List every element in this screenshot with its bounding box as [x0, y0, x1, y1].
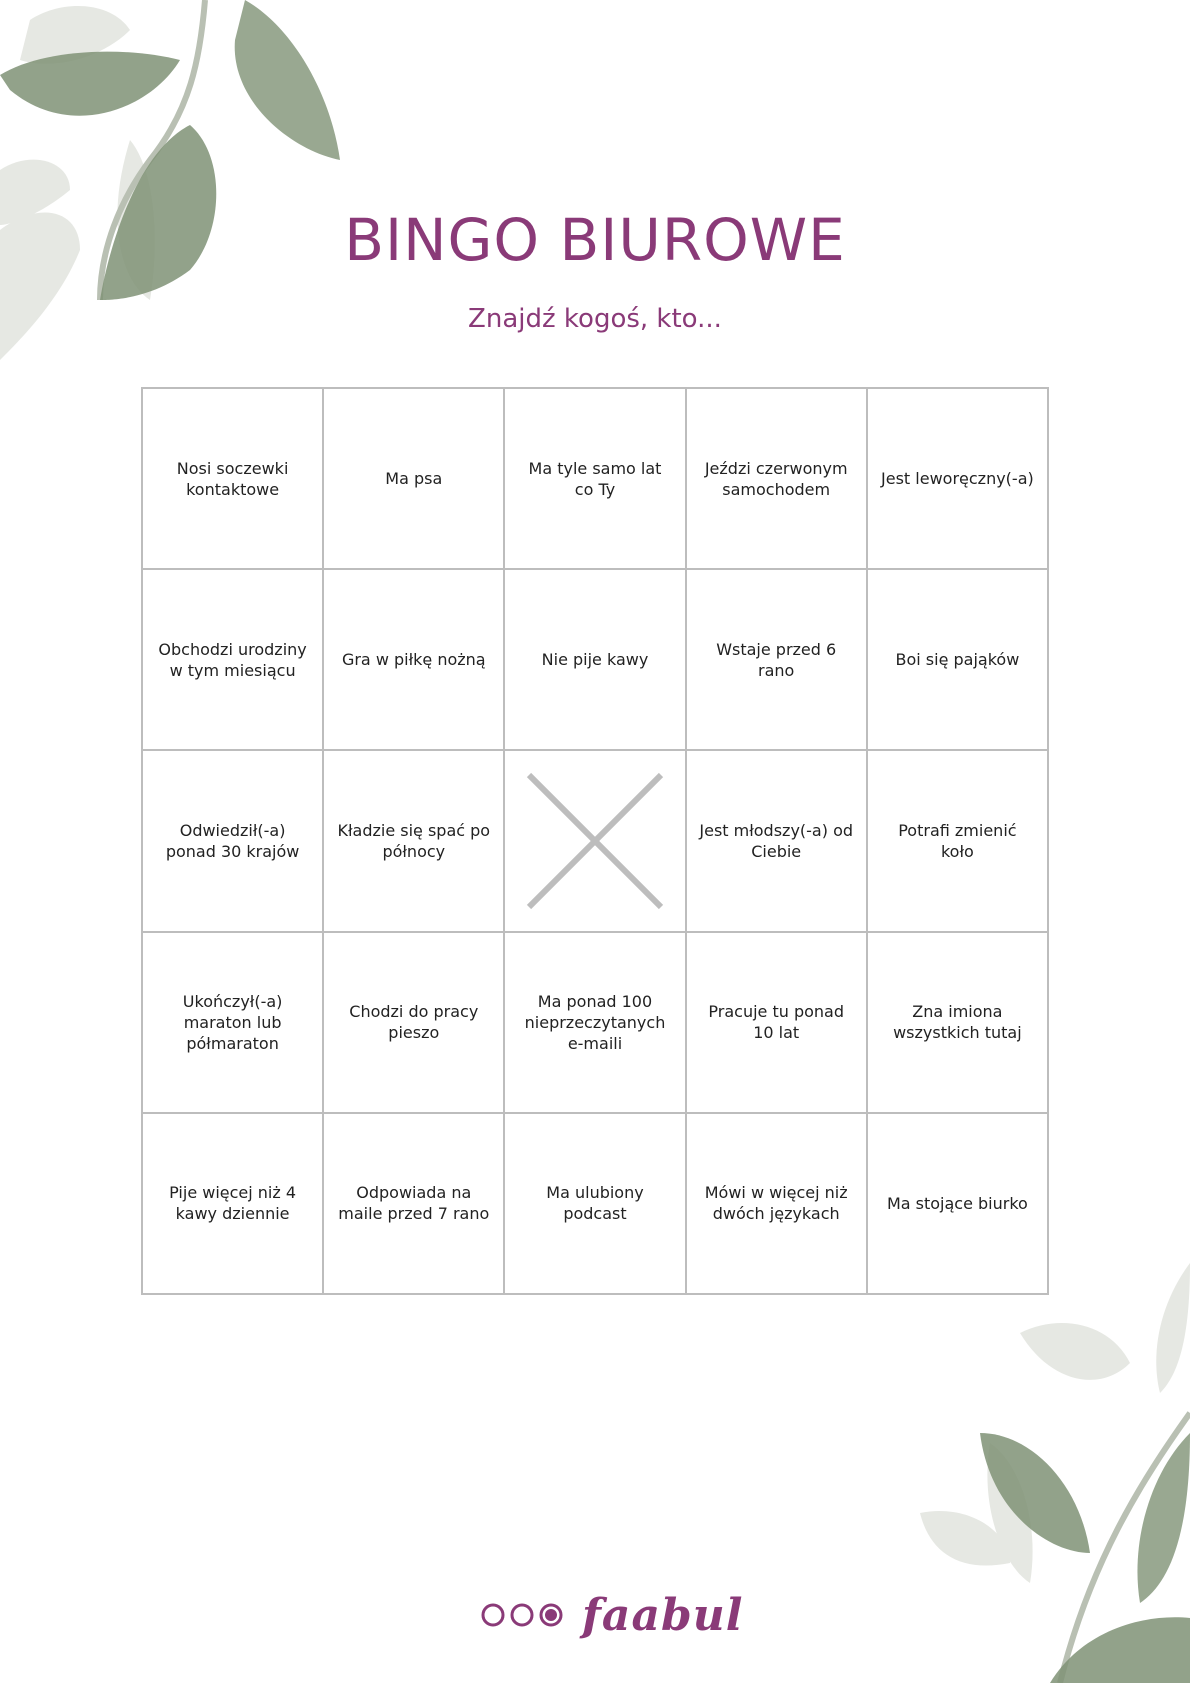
bingo-cell[interactable]: Odpowiada na maile przed 7 rano [324, 1114, 505, 1295]
bingo-cell[interactable]: Kładzie się spać po północy [324, 751, 505, 932]
bingo-cell[interactable]: Odwiedził(-a) ponad 30 krajów [143, 751, 324, 932]
bingo-cell[interactable]: Zna imiona wszystkich tutaj [868, 933, 1049, 1114]
bingo-cell[interactable]: Obchodzi urodziny w tym miesiącu [143, 570, 324, 751]
bingo-cell[interactable]: Pracuje tu ponad 10 lat [687, 933, 868, 1114]
bingo-cell[interactable]: Nie pije kawy [505, 570, 686, 751]
page-title: BINGO BIUROWE [344, 206, 846, 274]
x-mark-icon [525, 771, 665, 911]
bingo-cell[interactable]: Wstaje przed 6 rano [687, 570, 868, 751]
bingo-cell[interactable]: Gra w piłkę nożną [324, 570, 505, 751]
bingo-cell[interactable]: Ma tyle samo lat co Ty [505, 389, 686, 570]
bingo-cell[interactable]: Jeździ czerwonym samochodem [687, 389, 868, 570]
bingo-grid [141, 387, 1049, 1295]
logo-wordmark: faabul [582, 1589, 744, 1641]
bingo-cell[interactable]: Mówi w więcej niż dwóch językach [687, 1114, 868, 1295]
bingo-cell[interactable]: Boi się pająków [868, 570, 1049, 751]
bingo-cell[interactable]: Ukończył(-a) maraton lub półmaraton [143, 933, 324, 1114]
bingo-cell[interactable]: Ma stojące biurko [868, 1114, 1049, 1295]
bingo-cell[interactable]: Jest leworęczny(-a) [868, 389, 1049, 570]
bingo-free-cell[interactable] [505, 751, 686, 932]
leaf-decoration-bottom-icon [860, 1263, 1190, 1683]
logo-circles-icon [480, 1602, 564, 1628]
bingo-cell[interactable]: Ma ulubiony podcast [505, 1114, 686, 1295]
bingo-cell[interactable]: Chodzi do pracy pieszo [324, 933, 505, 1114]
bingo-cell[interactable]: Ma psa [324, 389, 505, 570]
bingo-cell[interactable]: Ma ponad 100 nieprzeczytanych e-maili [505, 933, 686, 1114]
bingo-cell[interactable]: Pije więcej niż 4 kawy dziennie [143, 1114, 324, 1295]
faabul-logo [480, 1585, 743, 1645]
bingo-cell[interactable]: Nosi soczewki kontaktowe [143, 389, 324, 570]
bingo-cell[interactable]: Jest młodszy(-a) od Ciebie [687, 751, 868, 932]
bingo-cell[interactable]: Potrafi zmienić koło [868, 751, 1049, 932]
page-subtitle: Znajdź kogoś, kto... [468, 304, 722, 334]
